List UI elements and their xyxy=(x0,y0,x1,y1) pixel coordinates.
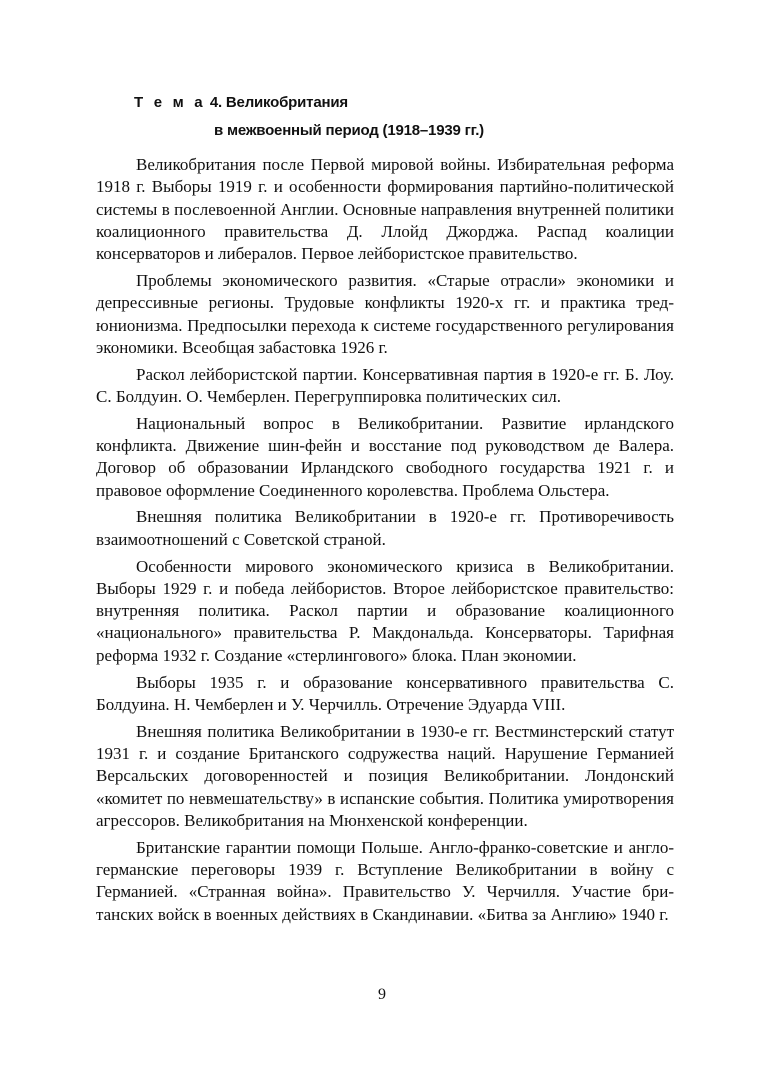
paragraph: Раскол лейбористской партии. Консервативная партия в 1920-е гг. Б. Лоу. С. Болдуин. О. Чемберлен. Перегруппировка политических сил. xyxy=(96,364,674,406)
paragraph: Национальный вопрос в Великобритании. Развитие ирландского конфликта. Движение шин-фейн и восстание под руководством де Валера. Договор об образовании Ирландского свободного государства 1921 г. и правовое оформление Соединенного королевства. Проблема Ольстера. xyxy=(96,413,674,500)
paragraph: Великобритания после Первой мировой войны. Избирательная реформа 1918 г. Выборы 1919 г. и особенности формирования партийно-политической системы в послевоенной Англии. Основные направления внутренней политики коалиционного правительства Д. Ллойд Джорджа. Распад коалиции консерваторов и либералов. Первое лейбористское правительство. xyxy=(96,155,674,264)
theme-number: 4. xyxy=(209,94,222,111)
heading-title-line2: в межвоенный период (1918–1939 гг.) xyxy=(214,122,484,139)
paragraph: Выборы 1935 г. и образование консервативного правительства С. Болдуина. Н. Чемберлен и У. Черчилль. Отречение Эдуарда VIII. xyxy=(96,672,674,714)
page-number: 9 xyxy=(378,986,386,1003)
paragraph: Внешняя политика Великобритании в 1920-е гг. Противоречивость взаимоотношений с Советской страной. xyxy=(96,507,674,549)
theme-label: Т е м а xyxy=(134,94,206,111)
body-text xyxy=(96,154,674,930)
section-heading xyxy=(134,89,484,145)
paragraph: Особенности мирового экономического кризиса в Великобритании. Выборы 1929 г. и победа лейбористов. Второе лейбористское правительство: внутренняя политика. Раскол партии и образование коалиционного «национального» правительства Р. Макдональда. Консерваторы. Тарифная реформа 1932 г. Создание «стерлингового» блока. План экономии. xyxy=(96,556,674,665)
heading-title-line1: Великобритания xyxy=(225,94,348,111)
paragraph: Внешняя политика Великобритании в 1930-е гг. Вестминстерский статут 1931 г. и создание Британского содружества наций. Нарушение Германией Версальских договоренностей и позиция Великобритании. Лондонский «комитет по невмешательству» в испанские события. Политика умиротворения агрессоров. Великобритания на Мюнхенской конференции. xyxy=(96,721,674,830)
paragraph: Проблемы экономического развития. «Старые отрасли» экономики и депрессивные регионы. Трудовые конфликты 1920-х гг. и практика тредюнионизма. Предпосылки перехода к системе государственного регулирования экономики. Всеобщая забастовка 1926 г. xyxy=(96,270,674,357)
paragraph: Британские гарантии помощи Польше. Англо-франко-советские и англо-германские переговоры 1939 г. Вступление Великобритании в войну с Германией. «Странная война». Правительство У. Черчилля. Участие британских войск в военных действиях в Скандинавии. «Битва за Англию» 1940 г. xyxy=(96,837,674,924)
